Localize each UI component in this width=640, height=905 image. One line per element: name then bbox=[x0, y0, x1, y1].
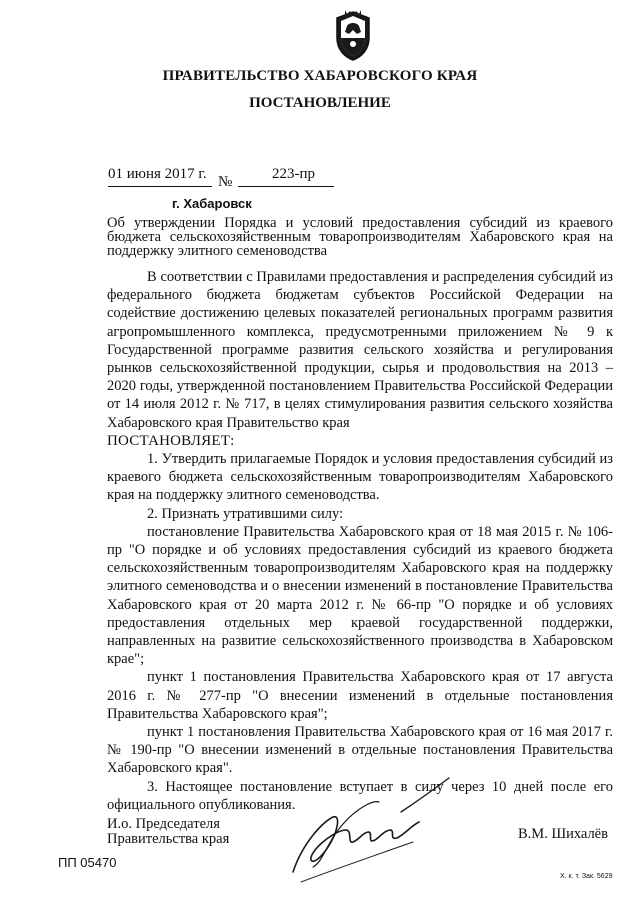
city: г. Хабаровск bbox=[172, 196, 252, 211]
document-type: ПОСТАНОВЛЕНИЕ bbox=[249, 95, 391, 111]
position-line-2: Правительства края bbox=[107, 831, 230, 847]
number-underline bbox=[238, 186, 334, 187]
document-body bbox=[107, 268, 613, 814]
position-line-1: И.о. Председателя bbox=[107, 816, 220, 832]
number-sign: № bbox=[218, 174, 233, 190]
signatory-position bbox=[107, 817, 229, 847]
date-underline bbox=[108, 186, 212, 187]
document-title: Об утверждении Порядка и условий предоставления субсидий из краевого бюджета сельскохозяйственным товаропроизводителям Хабаровского края на поддержку элитного семеноводства bbox=[107, 215, 613, 259]
organization-name: ПРАВИТЕЛЬСТВО ХАБАРОВСКОГО КРАЯ bbox=[162, 68, 478, 84]
coat-of-arms-icon bbox=[331, 8, 375, 62]
resolves-heading: ПОСТАНОВЛЯЕТ: bbox=[107, 432, 235, 449]
signer-name: В.М. Шихалёв bbox=[518, 826, 608, 842]
paragraph-1: 1. Утвердить прилагаемые Порядок и условия предоставления субсидий из краевого бюджета сельскохозяйственным товаропроизводителям Хабаровского края на поддержку элитного семеноводства. bbox=[107, 451, 613, 504]
preamble: В соответствии с Правилами предоставления и распределения субсидий из федерального бюджета бюджетам субъектов Российской Федерации на содействие достижению целевых показателей региональных программ развития агропромышленного комплекса, предусмотренными приложением № 9 к Государственной программе развития сельского хозяйства и регулирования рынков сельскохозяйственной продукции, сырья и продовольствия на 2013 – 2020 годы, утвержденной постановлением Правительства Российской Федерации от 14 июля 2012 г. № 717, в целях стимулирования развития сельского хозяйства Хабаровского края Правительство края bbox=[107, 269, 613, 431]
handwritten-signature bbox=[283, 772, 455, 892]
paragraph-2b: пункт 1 постановления Правительства Хабаровского края от 17 августа 2016 г. № 277-пр "О внесении изменений в отдельные постановления Правительства Хабаровского края"; bbox=[107, 669, 613, 722]
document-number: 223-пр bbox=[272, 166, 316, 182]
paragraph-3: 3. Настоящее постановление вступает в силу через 10 дней после его официального опубликования. bbox=[107, 778, 613, 813]
document-date: 01 июня 2017 г. bbox=[108, 166, 207, 182]
print-info: Х. к. т. Зак. 5629 bbox=[560, 873, 613, 880]
document-code: ПП 05470 bbox=[58, 855, 117, 870]
paragraph-2c: пункт 1 постановления Правительства Хабаровского края от 16 мая 2017 г. № 190-пр "О внесении изменений в отдельные постановления Правительства Хабаровского края". bbox=[107, 724, 613, 777]
paragraph-2a: постановление Правительства Хабаровского края от 18 мая 2015 г. № 106-пр "О порядке и об условиях предоставления субсидий из краевого бюджета сельскохозяйственным товаропроизводителям Хабаровского края на поддержку элитного семеноводства и о внесении изменений в постановление Правительства Хабаровского края от 20 марта 2012 г. № 66-пр "О порядке и об условиях предоставления отдельных мер краевой государственной поддержки, направленных на развитие сельскохозяйственного производства в Хабаровском крае"; bbox=[107, 523, 613, 668]
paragraph-2: 2. Признать утратившими силу: bbox=[147, 505, 344, 522]
